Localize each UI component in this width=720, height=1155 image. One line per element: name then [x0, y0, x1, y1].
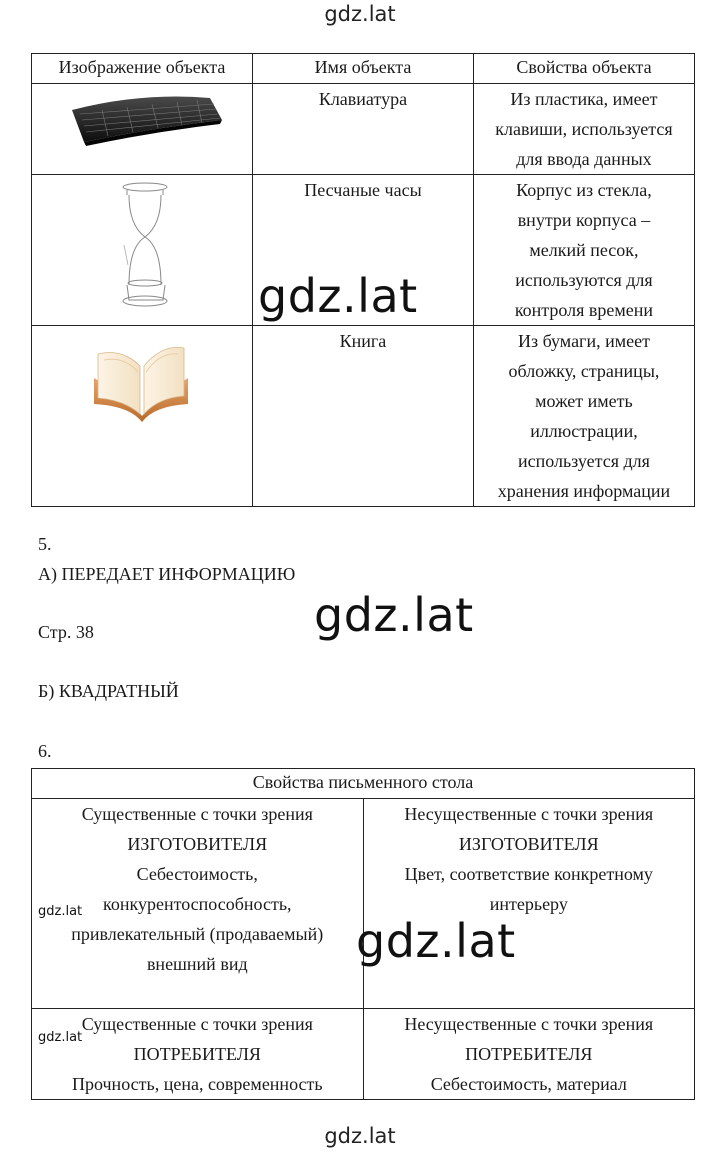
cell-title: ИЗГОТОВИТЕЛЯ — [127, 834, 268, 854]
cell-title: Существенные с точки зрения — [81, 804, 313, 824]
cell-title: Несущественные с точки зрения — [404, 804, 654, 824]
cell-title: ИЗГОТОВИТЕЛЯ — [458, 834, 599, 854]
cell-text: Себестоимость, материал — [430, 1074, 627, 1094]
keyboard-icon — [32, 84, 252, 172]
table-header-row — [32, 54, 695, 84]
watermark-small: gdz.lat — [38, 1030, 83, 1045]
task-number: 5. — [38, 534, 52, 554]
object-name: Песчаные часы — [253, 175, 474, 326]
property-line: используется для — [517, 451, 650, 471]
cell-text: Цвет, соответствие конкретному — [404, 864, 653, 884]
watermark-top: gdz.lat — [324, 2, 396, 26]
cell-title: Существенные с точки зрения — [81, 1014, 313, 1034]
object-properties — [473, 175, 694, 326]
table-row — [32, 326, 695, 507]
watermark-overlay: gdz.lat — [356, 914, 516, 968]
page-reference: Стр. 38 — [38, 622, 94, 642]
table-row — [32, 84, 695, 175]
cell-title: ПОТРЕБИТЕЛЯ — [133, 1044, 261, 1064]
book-icon — [32, 326, 252, 426]
property-line: Корпус из стекла, — [516, 180, 652, 200]
property-line: Из бумаги, имеет — [517, 331, 650, 351]
hourglass-image — [32, 175, 253, 326]
property-line: клавиши, используется — [495, 119, 673, 139]
property-line: для ввода данных — [516, 149, 652, 169]
book-image — [32, 326, 253, 507]
property-line: контроля времени — [514, 300, 654, 320]
object-name: Клавиатура — [253, 84, 474, 175]
table-header-row — [32, 769, 695, 799]
object-name: Книга — [253, 326, 474, 507]
property-line: используются для — [515, 270, 653, 290]
task-number: 6. — [38, 741, 52, 761]
table-title: Свойства письменного стола — [32, 769, 695, 799]
property-line: может иметь — [535, 391, 633, 411]
header-image: Изображение объекта — [32, 54, 253, 84]
object-properties — [473, 84, 694, 175]
cell-text: внешний вид — [146, 954, 248, 974]
answer-a: А) ПЕРЕДАЕТ ИНФОРМАЦИЮ — [38, 564, 296, 584]
watermark-bottom: gdz.lat — [324, 1124, 396, 1148]
header-name: Имя объекта — [253, 54, 474, 84]
keyboard-image — [32, 84, 253, 175]
property-line: внутри корпуса – — [517, 210, 651, 230]
header-properties: Свойства объекта — [473, 54, 694, 84]
cell-text: конкурентоспособность, — [103, 894, 292, 914]
property-line: иллюстрации, — [530, 421, 638, 441]
cell-title: Несущественные с точки зрения — [404, 1014, 654, 1034]
cell-text: Прочность, цена, современность — [71, 1074, 323, 1094]
cell-text: Себестоимость, — [136, 864, 258, 884]
watermark-overlay: gdz.lat — [258, 269, 418, 323]
maker-nonessential-cell — [363, 799, 694, 1009]
table-row — [32, 1009, 695, 1100]
answer-b: Б) КВАДРАТНЫЙ — [38, 681, 179, 701]
property-line: Из пластика, имеет — [510, 89, 658, 109]
cell-text: интерьеру — [489, 894, 568, 914]
consumer-essential-cell — [32, 1009, 364, 1100]
watermark-small: gdz.lat — [38, 904, 83, 919]
watermark-overlay: gdz.lat — [314, 588, 474, 642]
cell-title: ПОТРЕБИТЕЛЯ — [465, 1044, 593, 1064]
property-line: обложку, страницы, — [508, 361, 660, 381]
consumer-nonessential-cell — [363, 1009, 694, 1100]
cell-text: привлекательный (продаваемый) — [71, 924, 324, 944]
object-properties — [473, 326, 694, 507]
table-row — [32, 799, 695, 1009]
property-line: мелкий песок, — [529, 240, 639, 260]
hourglass-icon — [32, 175, 252, 323]
property-line: хранения информации — [497, 481, 671, 501]
